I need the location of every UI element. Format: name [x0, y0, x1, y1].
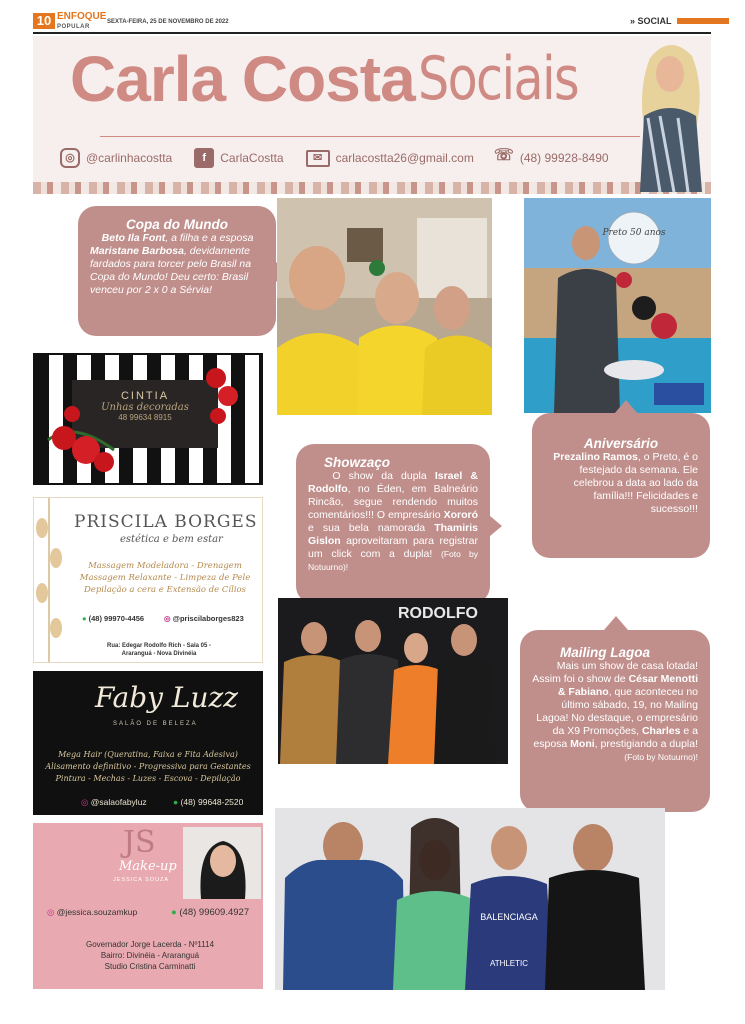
jessica-ad[interactable]: [33, 823, 263, 989]
email-icon: ✉: [306, 150, 330, 167]
faby-instagram[interactable]: ◎ @salaofabyluz: [81, 797, 147, 807]
phone-number[interactable]: (48) 99928-8490: [519, 151, 609, 165]
columnist-photo: [630, 38, 710, 192]
faby-name: Faby Luzz: [95, 681, 238, 714]
backdrop-text: RODOLFO: [398, 605, 478, 622]
whatsapp-icon: ●: [82, 614, 87, 623]
jessica-phone[interactable]: ● (48) 99609.4927: [171, 907, 250, 918]
mailing-bubble: Mailing Lagoa Mais um show de casa lotada! Assim foi o show de César Menotti & Fabiano, que aconteceu no último sábado, 19, no Mailing Lagoa! No destaque, o empresário da X9 Promoções, Charles e a esposa Moni, prestigiando a dupla! (Foto by Notuurno)!: [520, 630, 710, 812]
email-address[interactable]: carlacostta26@gmail.com: [335, 151, 474, 165]
aniversario-bubble: Aniversário Prezalino Ramos, o Preto, é o festejado da semana. Ele celebrou a data ao lado da família!!! Felicidades e sucesso!!!: [532, 413, 710, 558]
whatsapp-icon: ●: [173, 797, 179, 807]
header-rule: [100, 136, 640, 137]
balloon-text: Preto 50 anos: [602, 228, 666, 238]
jessica-address: Governador Jorge Lacerda - Nº1114 Bairro: Divinéia - Araranguá Studio Cristina Carminatti: [85, 940, 215, 971]
jessica-instagram[interactable]: ◎ @jessica.souzamkup: [47, 907, 138, 917]
priscila-ad[interactable]: [33, 497, 263, 663]
cintia-tagline: Unhas decoradas: [101, 402, 189, 413]
facebook-handle[interactable]: CarlaCostta: [220, 151, 284, 165]
roses-left: [44, 400, 122, 476]
priscila-name: PRISCILA BORGES: [74, 512, 258, 532]
showzaco-title: Showzaço: [324, 455, 391, 470]
column-title-light: Sociais: [418, 44, 579, 114]
section-label: » SOCIAL: [630, 16, 672, 26]
edition-date: SEXTA-FEIRA, 25 DE NOVEMBRO DE 2022: [107, 19, 229, 25]
priscila-instagram[interactable]: ◎ @priscilaborges823: [164, 614, 244, 623]
instagram-icon: ◎: [81, 797, 89, 807]
page-number: 10: [33, 13, 55, 29]
aniversario-photo: [524, 198, 711, 413]
faby-phone[interactable]: ● (48) 99648-2520: [173, 797, 244, 807]
cintia-name: CINTIA: [120, 390, 170, 402]
roses-right: [196, 366, 244, 430]
copa-title: Copa do Mundo: [126, 217, 228, 232]
column-title: Carla Costa: [70, 43, 415, 115]
instagram-handle[interactable]: @carlinhacostta: [86, 151, 173, 165]
priscila-phone[interactable]: ● (48) 99970-4456: [82, 614, 145, 623]
facebook-icon: f: [194, 148, 214, 168]
top-divider: [33, 32, 711, 34]
shirt-text: BALENCIAGA: [480, 912, 538, 922]
jessica-monogram: JS: [123, 825, 156, 860]
instagram-icon: ◎: [47, 907, 55, 917]
mailing-title: Mailing Lagoa: [560, 645, 651, 660]
shirt-sub: ATHLETIC: [489, 959, 529, 968]
priscila-services: Massagem Modeladora - Drenagem Massagem Relaxante - Limpeza de Pele Depilação a cera e Extensão de Cílios: [79, 561, 251, 595]
decorative-strip: [33, 182, 711, 194]
section-bar: [677, 18, 729, 24]
instagram-icon: ◎: [60, 148, 80, 168]
priscila-tagline: estética e bem estar: [120, 534, 223, 545]
jessica-sub: JESSICA SOUZA: [113, 877, 170, 883]
faby-ad[interactable]: [33, 671, 263, 815]
showzaco-pointer: [490, 516, 502, 536]
whatsapp-icon: ●: [171, 907, 177, 918]
faby-services: Mega Hair (Queratina, Faixa e Fita Adesiva) Alisamento definitivo - Progressiva para Gestantes Pintura - Mechas - Luzes - Escova - Depilação: [45, 750, 251, 783]
showzaco-bubble: Showzaço O show da dupla Israel & Rodolfo, no Éden, em Balneário Rincão, segue rendendo muitos comentários!!! O empresário Xororó e sua bela namorada Thamiris Gislon aproveitaram para registrar um click com a dupla! (Foto by Notuurno)!: [296, 444, 490, 604]
priscila-address: Rua: Edegar Rodolfo Rich - Sala 05 - Araranguá - Nova Divinéia: [106, 643, 211, 657]
phone-icon: ☏: [493, 147, 514, 164]
jessica-name: Make-up: [119, 859, 177, 874]
contact-row: [60, 148, 609, 168]
mailing-photo: [275, 808, 665, 990]
mailing-pointer: [604, 616, 628, 630]
leaf-ornament: [34, 498, 64, 662]
newspaper-logo: ENFOQUE POPULAR: [57, 11, 107, 30]
copa-photo: [277, 198, 492, 415]
copa-bubble: Copa do Mundo Beto Ila Font, a filha e a esposa Maristane Barbosa, devidamente fardados para torcer pelo Brasil na Copa do Mundo! Deu certo: Brasil venceu por 2 x 0 a Sérvia!: [78, 206, 276, 336]
faby-tagline: SALÃO DE BELEZA: [113, 721, 198, 727]
aniversario-title: Aniversário: [583, 436, 659, 451]
instagram-icon: ◎: [164, 614, 171, 623]
jessica-photo: [183, 827, 261, 899]
aniversario-pointer: [614, 400, 638, 414]
showzaco-photo: [278, 598, 508, 764]
cintia-phone: 48 99634 8915: [118, 413, 172, 422]
